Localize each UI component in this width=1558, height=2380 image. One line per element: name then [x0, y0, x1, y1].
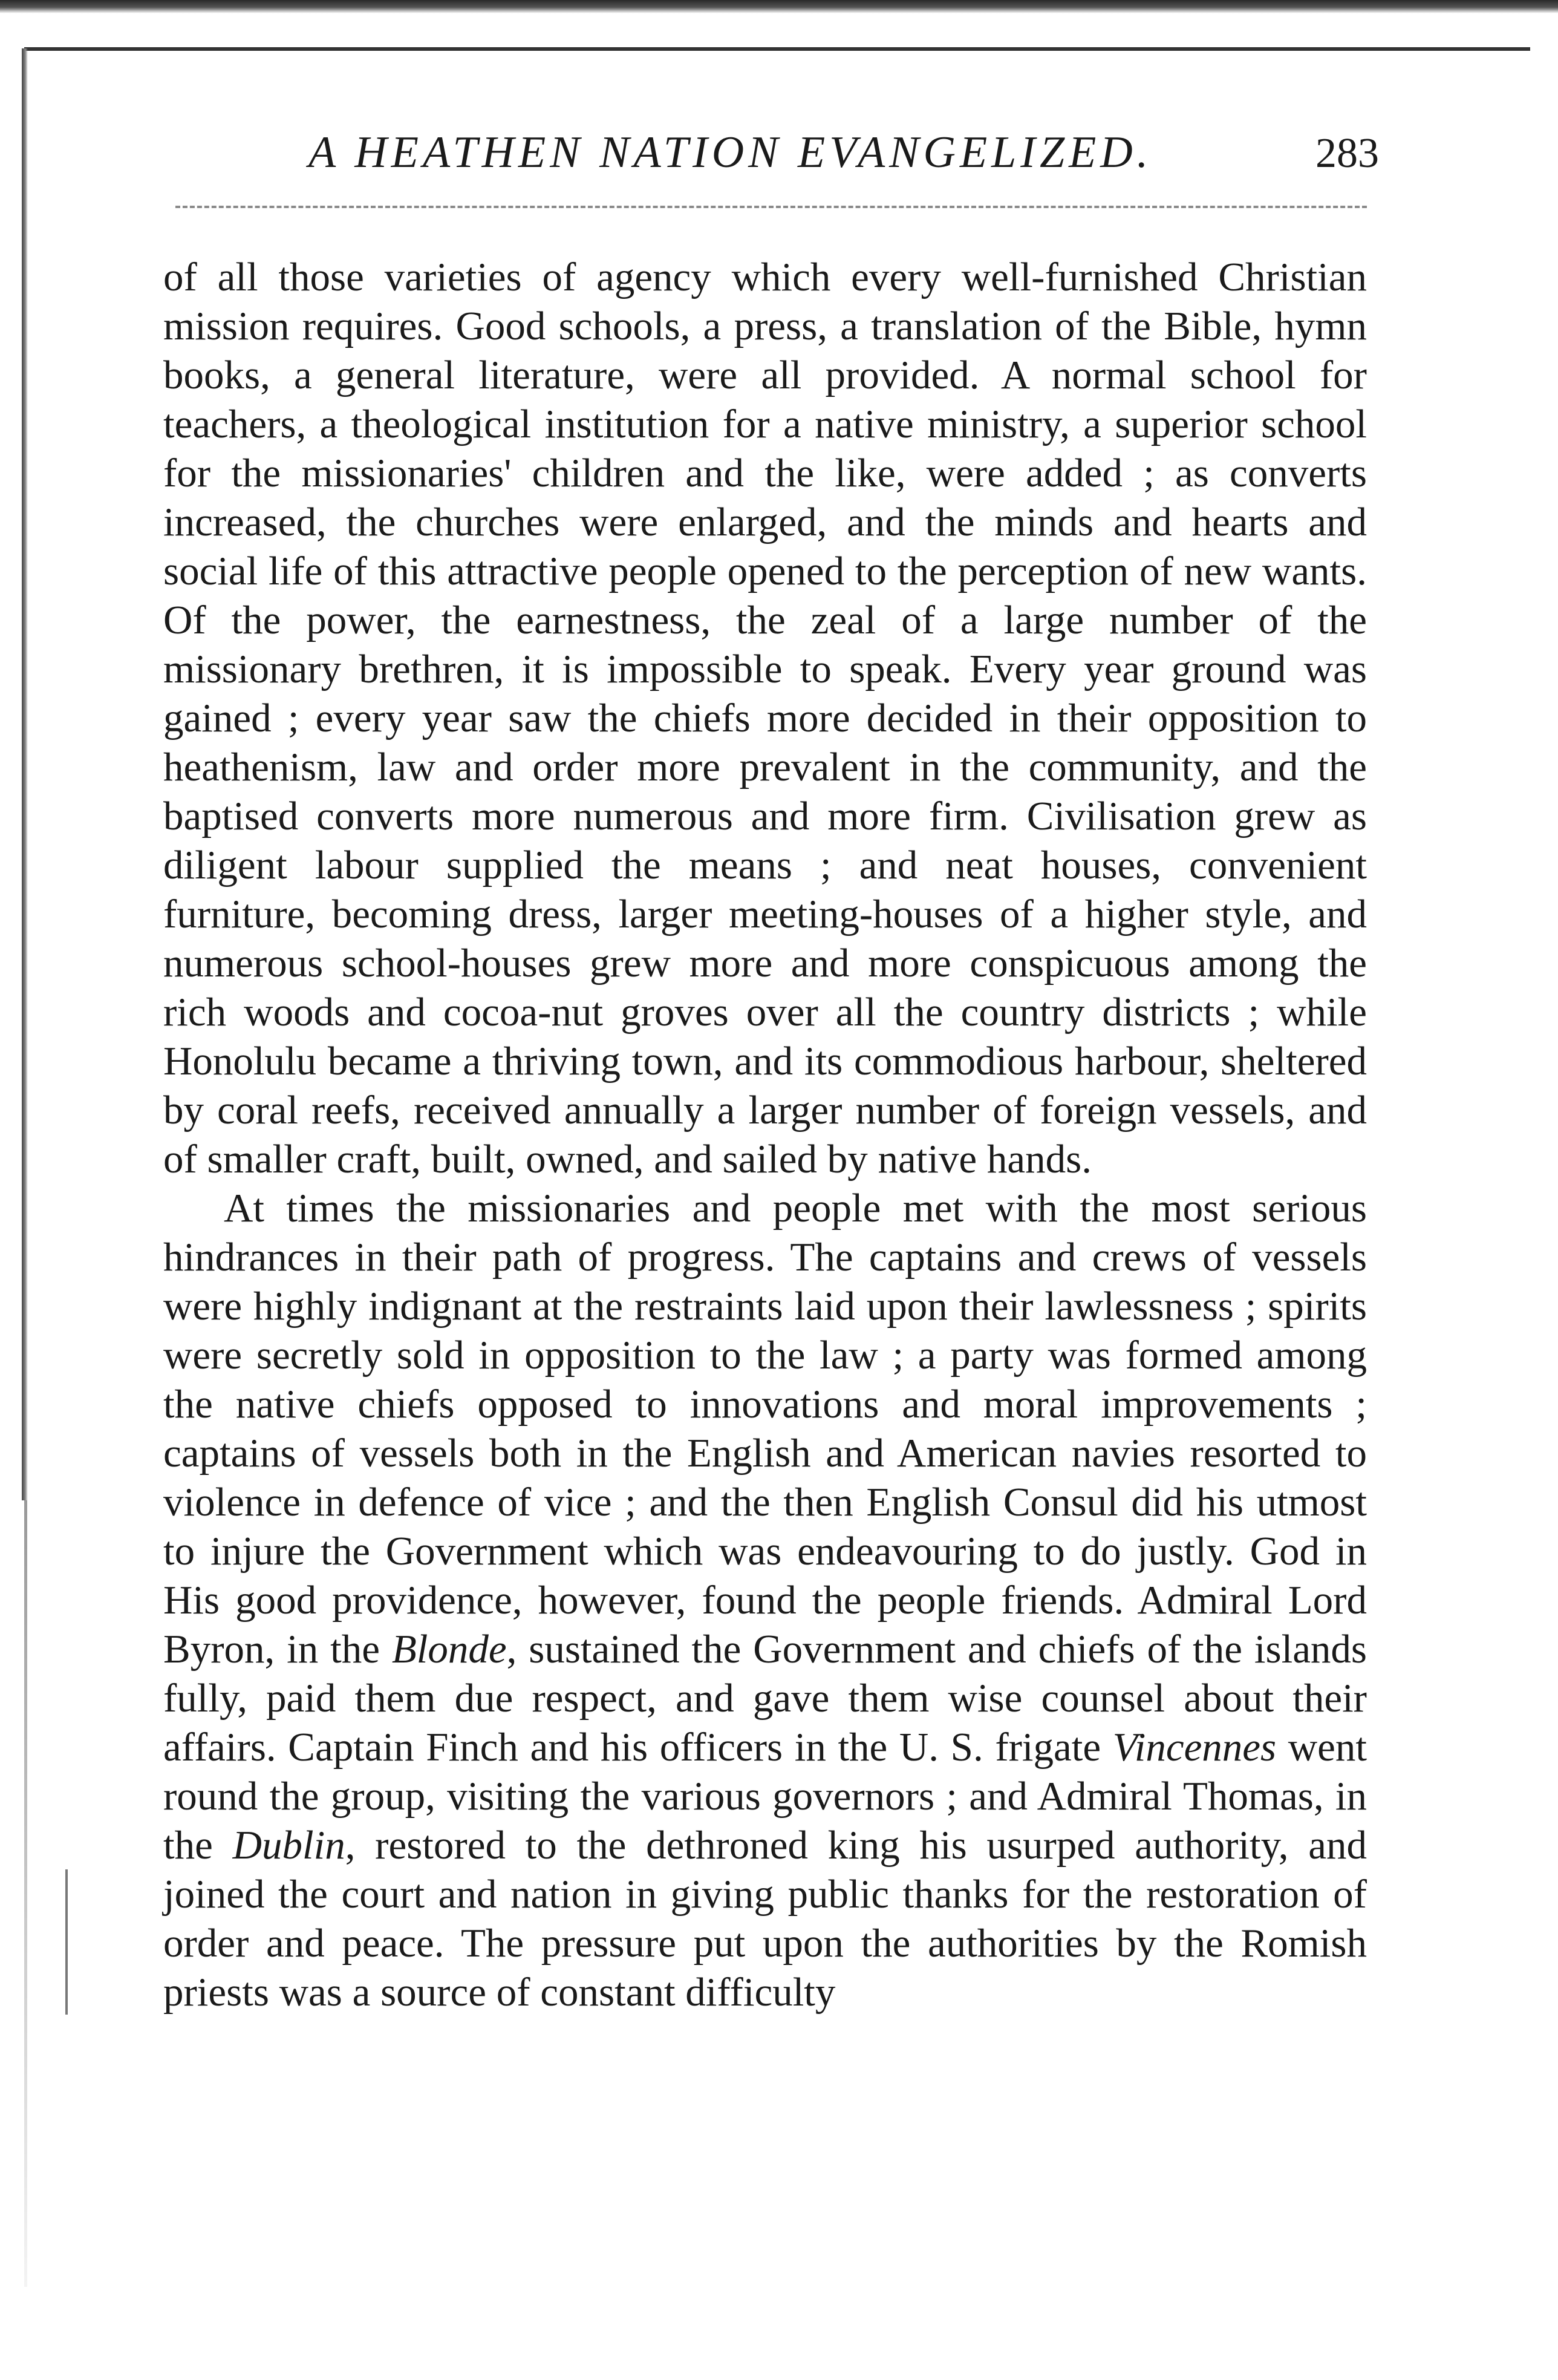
page-header: [163, 127, 1379, 188]
header-rule: [175, 206, 1367, 208]
scan-left-edge: [22, 48, 28, 1500]
paragraph-text: went round the group, visiting the various governors ; and Admiral Thomas, in the: [163, 1725, 1367, 1868]
ship-name-blonde: Blonde: [391, 1627, 507, 1672]
paragraph-2: [163, 1184, 1367, 2017]
paragraph-text: At times the missionaries and people met with the most serious hindrances in their path of progress. The captains and crews of vessels were highly indignant at the restraints laid upon their lawlessness ; spirits were secretly sold in opposition to the law ; a party was formed among the native chiefs opposed to innovations and moral improvements ; captains of vessels both in the English and American navies resorted to violence in defence of vice ; and the then English Consul did his utmost to injure the Government which was endeavouring to do justly. God in His good providence, however, found the people friends. Admiral Lord Byron, in the: [163, 1186, 1367, 1672]
paragraph-1: [163, 253, 1367, 1184]
paragraph-text: , sustained the Government and chiefs of the islands fully, paid them due respect, and gave them wise counsel about their affairs. Captain Finch and his officers in the U. S. frigate: [163, 1627, 1367, 1770]
scan-left-edge-lower: [24, 1500, 27, 2287]
ship-name-dublin: Dublin: [232, 1823, 345, 1868]
running-head: A HEATHEN NATION EVANGELIZED.: [308, 128, 1153, 177]
body-text: [163, 253, 1367, 2017]
scan-top-edge: [0, 0, 1558, 13]
ship-name-vincennes: Vincennes: [1112, 1725, 1277, 1770]
margin-mark: [65, 1869, 68, 2015]
page-number: 283: [1315, 130, 1379, 177]
paragraph-text: , restored to the dethroned king his usurped authority, and joined the court and nation in giving public thanks for the restoration of order and peace. The pressure put upon the authorities by the Romish priests was a source of constant difficulty: [163, 1823, 1367, 2015]
paragraph-text: of all those varieties of agency which every well-furnished Christian mission requires. Good schools, a press, a translation of the Bible, hymn books, a general literature, were all provided. A normal school for teachers, a theological institution for a native ministry, a superior school for the missionaries' children and the like, were added ; as converts increased, the churches were enlarged, and the minds and hearts and social life of this attractive people opened to the perception of new wants. Of the power, the earnestness, the zeal of a large number of the missionary brethren, it is impossible to speak. Every year ground was gained ; every year saw the chiefs more decided in their opposition to heathenism, law and order more prevalent in the community, and the baptised converts more numerous and more firm. Civilisation grew as diligent labour supplied the means ; and neat houses, convenient furniture, becoming dress, larger meeting-houses of a higher style, and numerous school-houses grew more and more conspicuous among the rich woods and cocoa-nut groves over all the country districts ; while Honolulu became a thriving town, and its commodious harbour, sheltered by coral reefs, received annually a larger number of foreign vessels, and of smaller craft, built, owned, and sailed by native hands.: [163, 255, 1367, 1182]
page-top-rule: [24, 47, 1530, 51]
